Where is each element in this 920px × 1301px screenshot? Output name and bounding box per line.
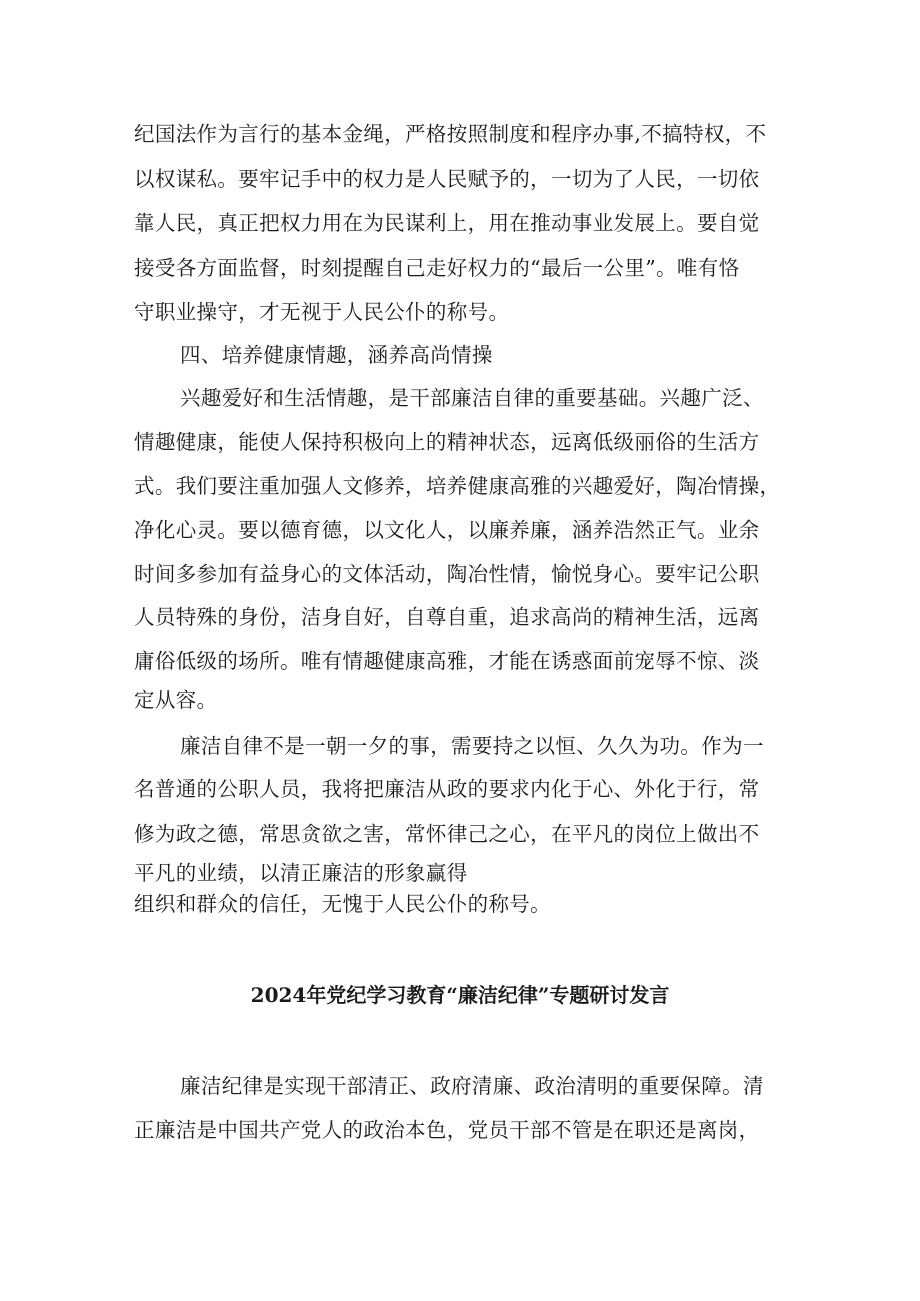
paragraph-line: 庸俗低级的场所。唯有情趣健康高雅，才能在诱惑面前宠辱不惊、淡 <box>134 649 760 673</box>
paragraph-line: 守职业操守，才无视于人民公仆的称号。 <box>134 300 510 324</box>
paragraph-line: 正廉洁是中国共产党人的政治本色，党员干部不管是在职还是离岗， <box>134 1118 760 1142</box>
paragraph-line: 平凡的业绩，以清正廉洁的形象赢得 <box>134 861 468 885</box>
paragraph-line: 净化心灵。要以德育德，以文化人，以廉养廉，涵养浩然正气。业余 <box>134 518 760 542</box>
paragraph-line: 靠人民，真正把权力用在为民谋利上，用在推动事业发展上。要自觉 <box>134 211 760 235</box>
paragraph-line: 廉洁自律不是一朝一夕的事，需要持之以恒、久久为功。作为一 <box>180 734 764 758</box>
paragraph-line: 接受各方面监督，时刻提醒自己走好权力的“最后一公里”。唯有恪 <box>134 256 740 280</box>
paragraph-line: 式。我们要注重加强人文修养，培养健康高雅的兴趣爱好，陶冶情操， <box>134 474 781 498</box>
paragraph-line: 组织和群众的信任，无愧于人民公仆的称号。 <box>134 892 551 916</box>
paragraph-line: 时间多参加有益身心的文体活动，陶冶性情，愉悦身心。要牢记公职 <box>134 562 760 586</box>
paragraph-line: 名普通的公职人员，我将把廉洁从政的要求内化于心、外化于行，常 <box>134 777 760 801</box>
section-heading: 四、培养健康情趣，涵养高尚情操 <box>180 343 493 367</box>
paragraph-line: 纪国法作为言行的基本金绳，严格按照制度和程序办事,不搞特权，不 <box>134 122 767 146</box>
paragraph-line: 以权谋私。要牢记手中的权力是人民赋予的，一切为了人民，一切依 <box>134 167 760 191</box>
article-title: 2024年党纪学习教育“廉洁纪律”专题研讨发言 <box>250 983 670 1007</box>
paragraph-line: 修为政之德，常思贪欲之害，常怀律己之心，在平凡的岗位上做出不 <box>134 822 760 846</box>
paragraph-line: 定从容。 <box>134 688 218 712</box>
paragraph-line: 情趣健康，能使人保持积极向上的精神状态，远离低级丽俗的生活方 <box>134 430 760 454</box>
paragraph-line: 兴趣爱好和生活情趣，是干部廉洁自律的重要基础。兴趣广泛、 <box>180 386 764 410</box>
paragraph-line: 廉洁纪律是实现干部清正、政府清廉、政治清明的重要保障。清 <box>180 1074 764 1098</box>
paragraph-line: 人员特殊的身份，洁身自好，自尊自重，追求高尚的精神生活，远离 <box>134 605 760 629</box>
